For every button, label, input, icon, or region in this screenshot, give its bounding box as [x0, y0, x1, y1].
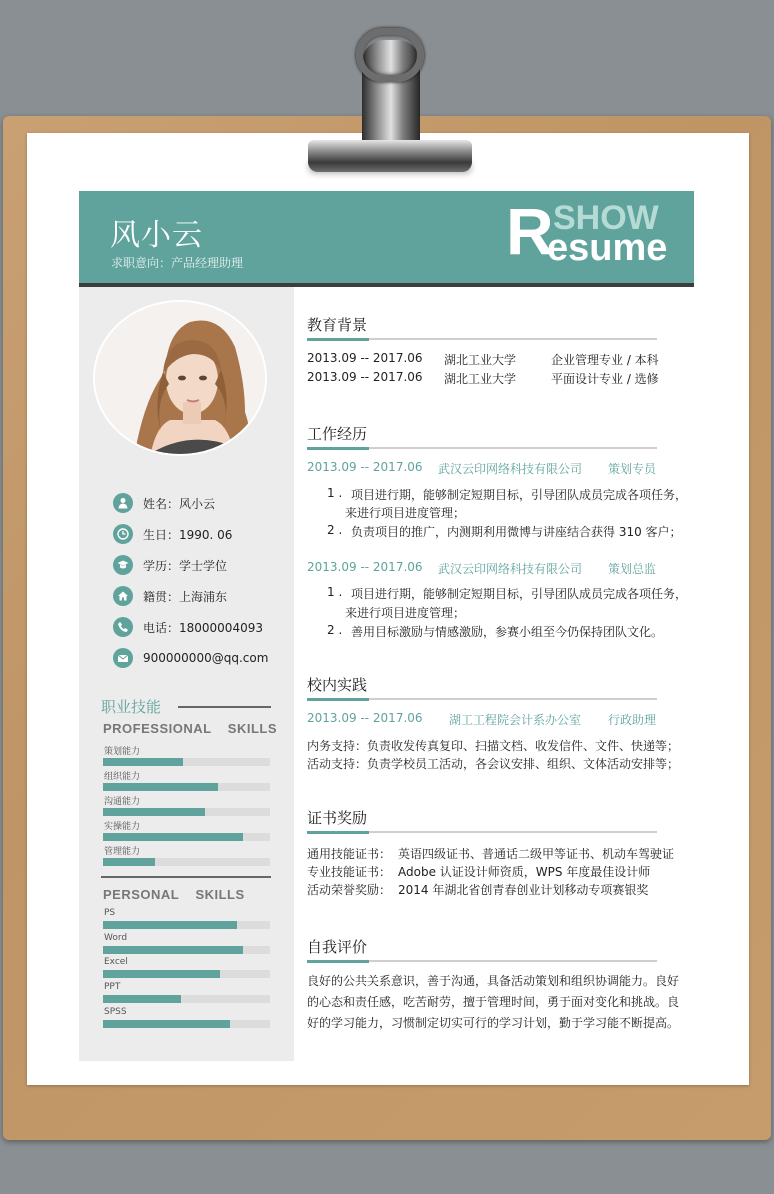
self-eval-line: 好的学习能力，习惯制定切实可行的学习计划，勤于学习能不断提高。 [307, 1016, 680, 1030]
skill-bar [103, 970, 270, 978]
award-value: 英语四级证书、普通话二级甲等证书、机动车驾驶证 [398, 847, 675, 861]
binder-clip-base [308, 140, 472, 172]
job-item-text: 负责项目的推广，内测期利用微博与讲座结合获得 310 客户； [351, 525, 682, 539]
section-rule [307, 960, 657, 962]
section-title-work: 工作经历 [307, 425, 368, 443]
candidate-name: 风小云 [110, 218, 203, 253]
edu-date: 2013.09 -- 2017.06 [307, 370, 423, 384]
profile-photo [93, 300, 267, 456]
info-birthday-text: 生日：1990. 06 [143, 527, 233, 542]
info-row-education [113, 555, 227, 575]
person-icon [113, 493, 133, 513]
edu-school: 湖北工业大学 [444, 353, 517, 367]
award-label: 专业技能证书： [307, 865, 392, 879]
job-item-text: 来进行项目进度管理； [345, 606, 466, 620]
section-title-education: 教育背景 [307, 316, 368, 334]
self-eval-line: 的心态和责任感，吃苦耐劳，擅于管理时间，勇于面对变化和挑战。良 [307, 995, 680, 1009]
campus-line: 内务支持：负责收发传真复印、扫描文档、收发信件、文件、快递等； [307, 739, 680, 753]
skills-divider [101, 876, 271, 878]
job-item-number: 1 . [327, 486, 343, 500]
award-value: Adobe 认证设计师资质，WPS 年度最佳设计师 [398, 865, 651, 879]
personal-skills-title: PERSONAL SKILLS [103, 887, 245, 902]
phone-icon [113, 617, 133, 637]
info-phone-text: 电话：18000004093 [143, 620, 263, 635]
job-date: 2013.09 -- 2017.06 [307, 460, 423, 474]
job-item-text: 善用目标激励与情感激励，参赛小组至今仍保持团队文化。 [351, 625, 664, 639]
section-rule [307, 831, 657, 833]
job-company: 武汉云印网络科技有限公司 [438, 562, 583, 576]
skill-bar-fill [103, 858, 155, 866]
skills-title-line [178, 706, 271, 708]
skill-bar-fill [103, 783, 218, 791]
campus-role: 行政助理 [608, 713, 657, 727]
info-email-text: 900000000@qq.com [143, 651, 269, 665]
job-date: 2013.09 -- 2017.06 [307, 560, 423, 574]
skill-bar-fill [103, 1020, 230, 1028]
skill-bar-fill [103, 921, 237, 929]
info-hometown-text: 籍贯：上海浦东 [143, 589, 228, 604]
campus-org: 湖工工程院会计系办公室 [449, 713, 582, 727]
info-education-text: 学历：学士学位 [143, 558, 228, 573]
skill-label: 沟通能力 [104, 797, 141, 807]
job-item-number: 2 . [327, 523, 343, 537]
info-row-phone [113, 617, 263, 637]
skill-bar-fill [103, 808, 205, 816]
self-eval-line: 良好的公共关系意识，善于沟通，具备活动策划和组织协调能力。良好 [307, 974, 680, 988]
skill-bar [103, 833, 270, 841]
skill-label: 管理能力 [104, 847, 141, 857]
skill-bar [103, 783, 270, 791]
graduate-icon [113, 555, 133, 575]
edu-major: 企业管理专业 / 本科 [551, 353, 659, 367]
skill-bar-fill [103, 758, 183, 766]
section-title-self: 自我评价 [307, 938, 368, 956]
skill-bar [103, 858, 270, 866]
job-company: 武汉云印网络科技有限公司 [438, 462, 583, 476]
skill-bar-fill [103, 970, 220, 978]
logo-esume: esume [547, 227, 668, 269]
skill-bar [103, 995, 270, 1003]
skill-label: 实操能力 [104, 822, 141, 832]
job-item-text: 项目进行期，能够制定短期目标，引导团队成员完成各项任务， [351, 587, 688, 601]
skill-label: Excel [104, 957, 128, 967]
job-role: 策划专员 [608, 462, 657, 476]
skill-bar [103, 946, 270, 954]
campus-date: 2013.09 -- 2017.06 [307, 711, 423, 725]
job-item-text: 项目进行期，能够制定短期目标，引导团队成员完成各项任务， [351, 488, 688, 502]
portrait-illustration [95, 302, 267, 456]
info-row-hometown [113, 586, 227, 606]
job-intent: 求职意向：产品经理助理 [111, 256, 244, 270]
section-title-awards: 证书奖励 [307, 809, 368, 827]
job-item-number: 2 . [327, 623, 343, 637]
section-rule-accent [307, 447, 369, 450]
skill-label: PPT [104, 982, 121, 992]
edu-date: 2013.09 -- 2017.06 [307, 351, 423, 365]
section-rule-accent [307, 831, 369, 834]
section-rule-accent [307, 338, 369, 341]
skill-bar [103, 921, 270, 929]
award-label: 通用技能证书： [307, 847, 392, 861]
section-rule-accent [307, 698, 369, 701]
edu-school: 湖北工业大学 [444, 372, 517, 386]
skill-label: PS [104, 908, 116, 918]
skill-bar [103, 808, 270, 816]
info-row-email [113, 648, 268, 668]
campus-line: 活动支持：负责学校员工活动，各会议安排、组织、文体活动安排等； [307, 757, 680, 771]
info-name-text: 姓名：风小云 [143, 496, 216, 511]
home-icon [113, 586, 133, 606]
logo-show: SHOW [553, 199, 659, 237]
skill-label: Word [104, 933, 128, 943]
skills-title: 职业技能 [101, 698, 162, 716]
skill-bar [103, 758, 270, 766]
skill-bar-fill [103, 995, 181, 1003]
section-title-campus: 校内实践 [307, 676, 368, 694]
skill-label: SPSS [104, 1007, 127, 1017]
section-rule [307, 698, 657, 700]
job-item-number: 1 . [327, 585, 343, 599]
award-value: 2014 年湖北省创青春创业计划移动专项赛银奖 [398, 883, 649, 897]
skill-label: 组织能力 [104, 772, 141, 782]
skill-bar-fill [103, 946, 243, 954]
section-rule [307, 338, 657, 340]
mail-icon [113, 648, 133, 668]
skill-bar [103, 1020, 270, 1028]
section-rule-accent [307, 960, 369, 963]
info-row-name [113, 493, 215, 513]
skill-bar-fill [103, 833, 243, 841]
info-row-birthday [113, 524, 232, 544]
professional-skills-title: PROFESSIONAL SKILLS [103, 721, 278, 736]
binder-clip-ring [356, 28, 424, 82]
edu-major: 平面设计专业 / 选修 [551, 372, 659, 386]
clock-icon [113, 524, 133, 544]
logo-letter-r: R [506, 194, 554, 268]
job-item-text: 来进行项目进度管理； [345, 506, 466, 520]
award-label: 活动荣誉奖励： [307, 883, 392, 897]
skill-label: 策划能力 [104, 747, 141, 757]
job-role: 策划总监 [608, 562, 657, 576]
section-rule [307, 447, 657, 449]
